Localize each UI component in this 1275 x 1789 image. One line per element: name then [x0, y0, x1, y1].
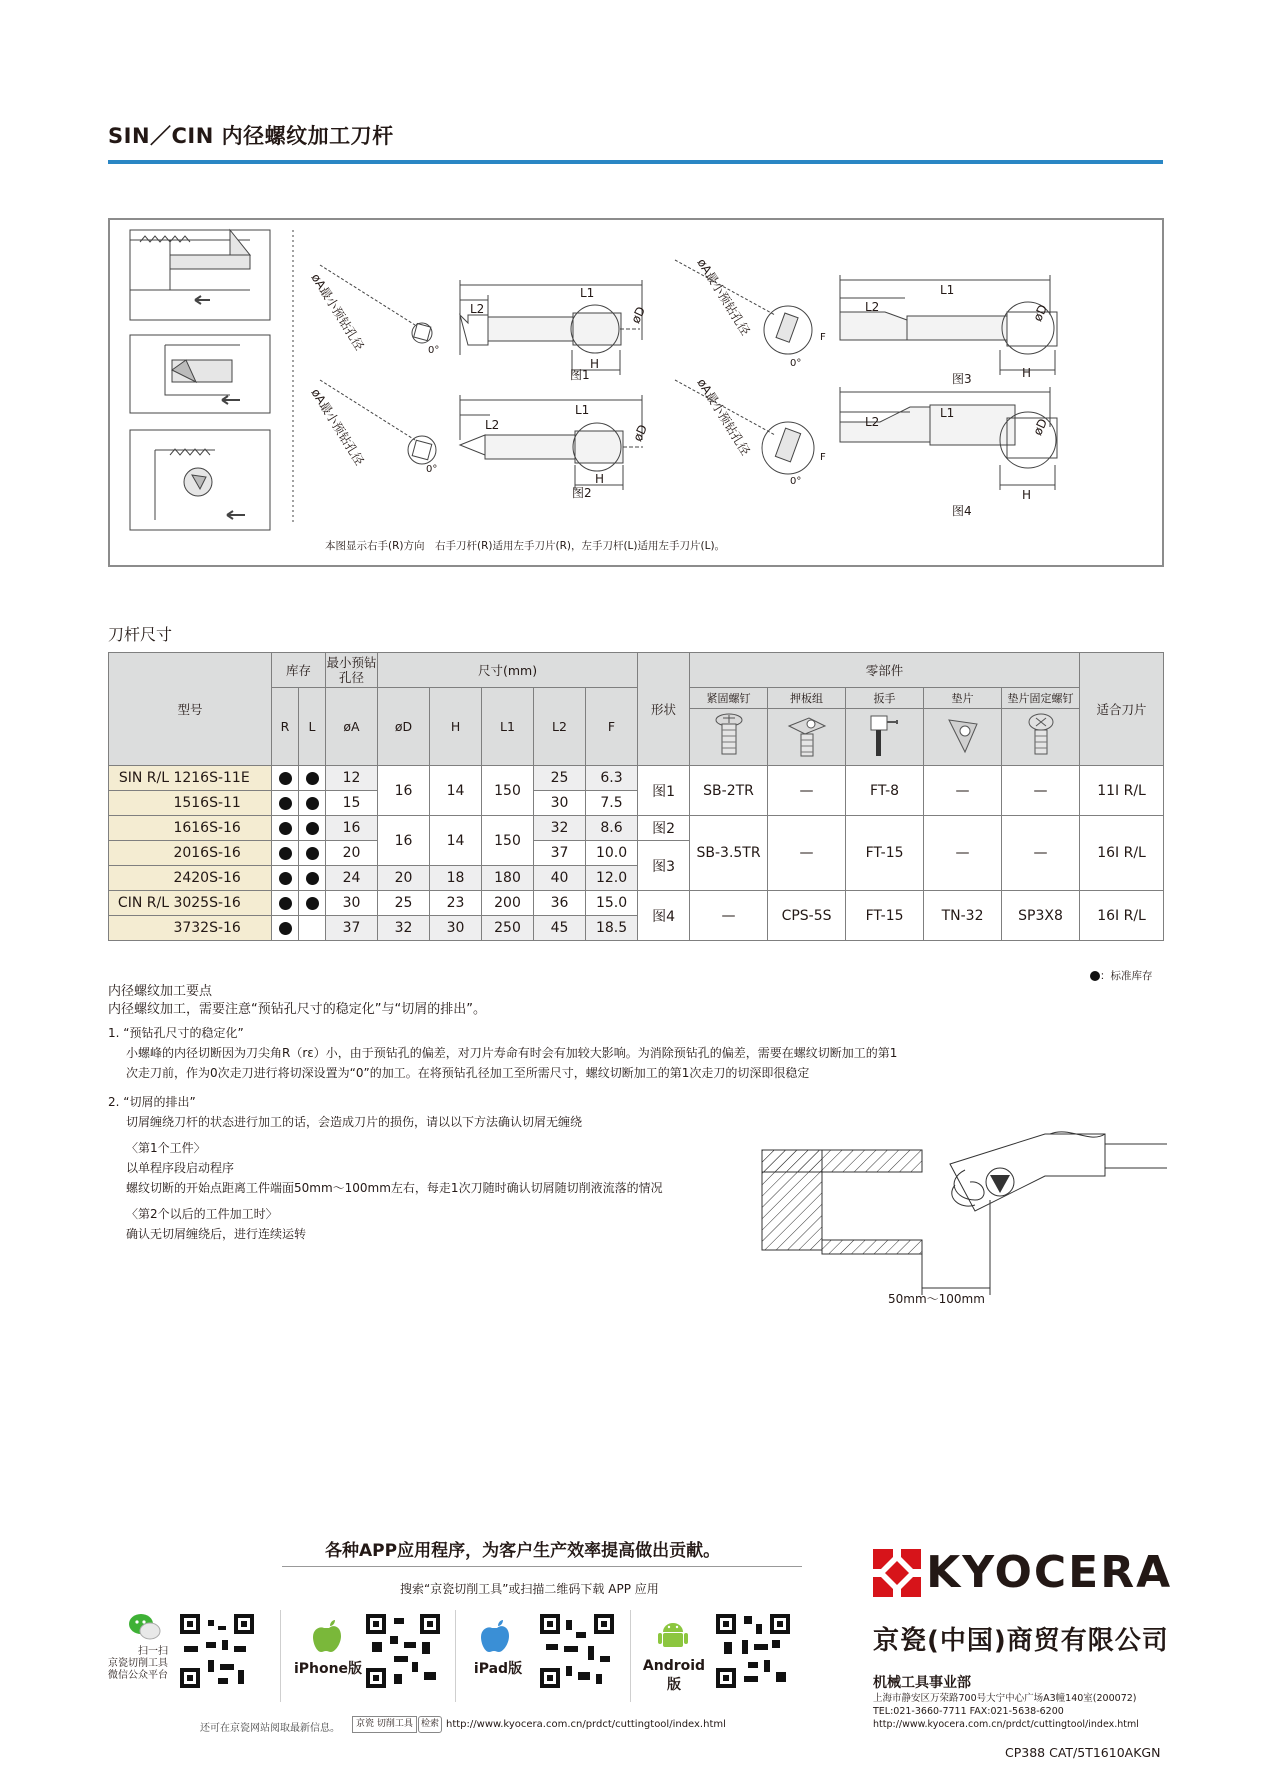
- stock-L: [299, 791, 326, 816]
- stock-R: [272, 891, 299, 916]
- cell-D: 16: [378, 766, 430, 816]
- cell-L2: 30: [534, 791, 586, 816]
- cell-L1: 250: [482, 916, 534, 941]
- cell-L1: 200: [482, 891, 534, 916]
- th-insert: 适合刀片: [1080, 653, 1164, 766]
- cell-insert: 16I R/L: [1080, 891, 1164, 941]
- department: 机械工具事业部: [873, 1675, 971, 1691]
- cell-L1: 150: [482, 766, 534, 816]
- cell-screw: SB-2TR: [690, 766, 768, 816]
- dim-D-2: øD: [630, 422, 651, 444]
- dim-L1-4: L1: [940, 406, 955, 420]
- model-no: 1216S-11E: [173, 770, 250, 786]
- stock-L: [299, 766, 326, 791]
- address-block: [873, 1692, 1139, 1731]
- cell-F: 8.6: [586, 816, 638, 841]
- screw-icon: [690, 709, 768, 766]
- cell-shim-screw: —: [1002, 766, 1080, 816]
- dim-H-3: H: [1022, 366, 1032, 380]
- phone-line: TEL:021-3660-7711 FAX:021-5638-6200: [873, 1706, 1064, 1717]
- dim-A: øA最小预钻孔径: [308, 271, 367, 353]
- dim-F-4: F: [820, 452, 826, 463]
- wechat-label: 扫一扫 京瓷切削工具 微信公众平台: [108, 1646, 168, 1681]
- model-cell: [109, 841, 272, 866]
- note1-title: 1. “预钻孔尺寸的稳定化”: [108, 1026, 244, 1040]
- th-L2: L2: [534, 688, 586, 766]
- page-title: SIN／CIN 内径螺纹加工刀杆: [108, 124, 394, 148]
- dim-L1: L1: [580, 286, 595, 300]
- iphone-qr-code[interactable]: [364, 1612, 442, 1690]
- model-no: 1616S-16: [173, 820, 241, 836]
- th-D: øD: [378, 688, 430, 766]
- shim-screw-icon: [1002, 709, 1080, 766]
- holder-diagrams: [110, 220, 1162, 565]
- web-url[interactable]: http://www.kyocera.com.cn/prdct/cuttingtool/index.html: [446, 1719, 726, 1730]
- dim-L2-3: L2: [865, 300, 880, 314]
- dim-D-4: øD: [1030, 416, 1051, 438]
- note2-sub2: 〈第2个以后的工件加工时〉: [126, 1207, 278, 1221]
- model-group-sin: SIN R/L: [118, 770, 169, 786]
- cell-F: 10.0: [586, 841, 638, 866]
- note1-line1: 小螺峰的内径切断因为刀尖角R（rε）小，由于预钻孔的偏差，对刀片寿命有时会有加较大影响。为消除预钻孔的偏差，需要在螺纹切断加工的第1: [126, 1046, 898, 1060]
- model-cell: [109, 791, 272, 816]
- notes-heading: 内径螺纹加工要点: [108, 984, 213, 999]
- dim-L1-2: L1: [575, 403, 590, 417]
- ipad-qr-code[interactable]: [538, 1612, 616, 1690]
- cell-D: 25: [378, 891, 430, 916]
- wechat-icon[interactable]: [128, 1612, 158, 1640]
- cell-wrench: FT-15: [846, 816, 924, 891]
- note2-title: 2. “切屑的排出”: [108, 1095, 196, 1109]
- cell-shape: 图1: [638, 766, 690, 816]
- model-cell: [109, 891, 272, 916]
- web-search-button[interactable]: 检索: [418, 1716, 442, 1733]
- stock-L: [299, 816, 326, 841]
- wechat-qr-code[interactable]: [178, 1612, 256, 1690]
- cell-insert: 11I R/L: [1080, 766, 1164, 816]
- web-search-box[interactable]: 京瓷 切削工具: [352, 1716, 417, 1733]
- footer-separator: [455, 1610, 456, 1702]
- cell-D: 20: [378, 866, 430, 891]
- th-L1: L1: [482, 688, 534, 766]
- cell-H: 14: [430, 816, 482, 866]
- dim-L2-4: L2: [865, 415, 880, 429]
- th-F: F: [586, 688, 638, 766]
- dim-L2-2: L2: [485, 418, 500, 432]
- cell-H: 14: [430, 766, 482, 816]
- dim-A-3: øA最小预钻孔径: [694, 256, 753, 338]
- model-no: 2420S-16: [173, 870, 241, 886]
- dim-F-3: F: [820, 332, 826, 343]
- wrench-icon: [846, 709, 924, 766]
- cell-H: 18: [430, 866, 482, 891]
- stock-legend: [1090, 968, 1153, 983]
- model-cell: [109, 916, 272, 941]
- cell-A: 30: [326, 891, 378, 916]
- footer-rule: [282, 1566, 802, 1567]
- web-note: 还可在京瓷网站阅取最新信息。: [200, 1723, 340, 1734]
- cell-L1: 180: [482, 866, 534, 891]
- cell-clamp: —: [768, 766, 846, 816]
- footer-separator: [280, 1610, 281, 1702]
- cell-shim-screw: SP3X8: [1002, 891, 1080, 941]
- angle-1: 0°: [428, 345, 440, 356]
- url-line: http://www.kyocera.com.cn/prdct/cuttingtool/index.html: [873, 1719, 1139, 1730]
- th-parts: 零部件: [690, 653, 1080, 688]
- cell-F: 18.5: [586, 916, 638, 941]
- cell-F: 15.0: [586, 891, 638, 916]
- address-line: 上海市静安区万荣路700号大宁中心广场A3幢140室(200072): [873, 1693, 1137, 1704]
- stock-L: [299, 866, 326, 891]
- spec-table: [108, 652, 1164, 941]
- cell-A: 12: [326, 766, 378, 791]
- dim-D: øD: [628, 304, 649, 326]
- chip-distance: 50mm～100mm: [888, 1292, 985, 1306]
- chip-diagram: [760, 1130, 1170, 1300]
- fig3-label: 图3: [952, 372, 972, 386]
- th-screw: 紧固螺钉: [690, 688, 768, 709]
- cell-shim: —: [924, 766, 1002, 816]
- th-H: H: [430, 688, 482, 766]
- section-title: 刀杆尺寸: [108, 625, 173, 644]
- android-label: Android版: [642, 1658, 706, 1693]
- apple-ipad-icon: [480, 1618, 514, 1658]
- cell-A: 24: [326, 866, 378, 891]
- model-no: 2016S-16: [173, 845, 241, 861]
- cell-F: 6.3: [586, 766, 638, 791]
- th-A: øA: [326, 688, 378, 766]
- note2-sub1a: 以单程序段启动程序: [126, 1161, 235, 1175]
- dim-H: H: [590, 357, 600, 371]
- model-group-cin: CIN R/L: [117, 895, 169, 911]
- kyocera-logo: [873, 1547, 1172, 1598]
- stock-R: [272, 841, 299, 866]
- android-qr-code[interactable]: [714, 1612, 792, 1690]
- fig4-label: 图4: [952, 504, 972, 518]
- company-name: 京瓷(中国)商贸有限公司: [873, 1626, 1169, 1656]
- hand-note: 本图显示右手(R)方向 右手刀杆(R)适用左手刀片(R)，左手刀杆(L)适用左手刀片(L)。: [325, 540, 726, 552]
- stock-L: [299, 841, 326, 866]
- cell-L2: 45: [534, 916, 586, 941]
- cell-shim: —: [924, 816, 1002, 891]
- cell-F: 7.5: [586, 791, 638, 816]
- stock-R: [272, 766, 299, 791]
- cell-screw: SB-3.5TR: [690, 816, 768, 891]
- model-no: 1516S-11: [173, 795, 241, 811]
- model-no: 3025S-16: [173, 895, 241, 911]
- shim-icon: [924, 709, 1002, 766]
- cell-insert: 16I R/L: [1080, 816, 1164, 891]
- cell-D: 32: [378, 916, 430, 941]
- th-clamp: 押板组: [768, 688, 846, 709]
- iphone-label: iPhone版: [293, 1661, 363, 1677]
- dim-H-4: H: [1022, 488, 1032, 502]
- table-row: [109, 891, 1164, 916]
- cell-wrench: FT-15: [846, 891, 924, 941]
- angle-2: 0°: [426, 464, 438, 475]
- cell-shim: TN-32: [924, 891, 1002, 941]
- angle-3: 0°: [790, 358, 802, 369]
- footer-separator: [630, 1610, 631, 1702]
- fig2-label: 图2: [572, 486, 592, 500]
- app-search-hint: 搜索“京瓷切削工具”或扫描二维码下载 APP 应用: [400, 1582, 659, 1596]
- figure-panel: [108, 218, 1164, 567]
- cell-A: 37: [326, 916, 378, 941]
- stock-R: [272, 816, 299, 841]
- model-cell: [109, 866, 272, 891]
- cell-H: 23: [430, 891, 482, 916]
- model-cell: [109, 766, 272, 791]
- cell-wrench: FT-8: [846, 766, 924, 816]
- note2-sub1b: 螺纹切断的开始点距离工件端面50mm～100mm左右，每走1次刀随时确认切屑随切削液流落的情况: [126, 1181, 663, 1195]
- title-rule: [108, 160, 1163, 164]
- th-shim: 垫片: [924, 688, 1002, 709]
- kyocera-wordmark: KYOCERA: [926, 1547, 1173, 1598]
- fig1-label: 图1: [570, 368, 590, 382]
- dim-A-4: øA最小预钻孔径: [694, 376, 753, 458]
- th-model: 型号: [109, 653, 272, 766]
- cell-shape: 图3: [638, 841, 690, 891]
- note1-line2: 次走刀前，作为0次走刀进行将切深设置为“0”的加工。在将预钻孔径加工至所需尺寸，螺纹切断加工的第1次走刀的切深即很稳定: [126, 1066, 810, 1080]
- cell-L2: 25: [534, 766, 586, 791]
- cell-shape: 图4: [638, 891, 690, 941]
- ipad-label: iPad版: [473, 1661, 523, 1677]
- dim-L2: L2: [470, 302, 485, 316]
- table-row: [109, 816, 1164, 841]
- dim-L1-3: L1: [940, 283, 955, 297]
- cell-shim-screw: —: [1002, 816, 1080, 891]
- cell-A: 16: [326, 816, 378, 841]
- stock-L: [299, 916, 326, 941]
- stock-R: [272, 916, 299, 941]
- th-dims: 尺寸(mm): [378, 653, 638, 688]
- stock-L: [299, 891, 326, 916]
- android-icon: [658, 1618, 688, 1656]
- dim-H-2: H: [595, 472, 605, 486]
- th-R: R: [272, 688, 299, 766]
- note2-line1: 切屑缠绕刀杆的状态进行加工的话，会造成刀片的损伤，请以以下方法确认切屑无缠绕: [126, 1115, 583, 1129]
- dim-A-2: øA最小预钻孔径: [308, 386, 367, 468]
- model-cell: [109, 816, 272, 841]
- stock-R: [272, 791, 299, 816]
- cell-shape: 图2: [638, 816, 690, 841]
- app-title: 各种APP应用程序，为客户生产效率提高做出贡献。: [325, 1541, 721, 1561]
- catalog-code: CP388 CAT/5T1610AKGN: [1005, 1745, 1161, 1760]
- cell-L2: 36: [534, 891, 586, 916]
- th-L: L: [299, 688, 326, 766]
- notes-intro: 内径螺纹加工，需要注意“预钻孔尺寸的稳定化”与“切屑的排出”。: [108, 1002, 486, 1017]
- legend-text: ：标准库存: [1100, 970, 1153, 982]
- angle-4: 0°: [790, 476, 802, 487]
- cell-clamp: —: [768, 816, 846, 891]
- th-wrench: 扳手: [846, 688, 924, 709]
- cell-L1: 150: [482, 816, 534, 866]
- model-no: 3732S-16: [173, 920, 241, 936]
- note2-sub1: 〈第1个工件〉: [126, 1141, 206, 1155]
- th-shape: 形状: [638, 653, 690, 766]
- th-stock: 库存: [272, 653, 326, 688]
- dim-D-3: øD: [1030, 302, 1051, 324]
- cell-A: 20: [326, 841, 378, 866]
- note2-sub2a: 确认无切屑缠绕后，进行连续运转: [126, 1227, 307, 1241]
- cell-screw: —: [690, 891, 768, 941]
- cell-L2: 32: [534, 816, 586, 841]
- cell-H: 30: [430, 916, 482, 941]
- cell-clamp: CPS-5S: [768, 891, 846, 941]
- apple-iphone-icon: [312, 1618, 346, 1658]
- cell-A: 15: [326, 791, 378, 816]
- table-row: [109, 766, 1164, 791]
- stock-R: [272, 866, 299, 891]
- cell-D: 16: [378, 816, 430, 866]
- th-shim-screw: 垫片固定螺钉: [1002, 688, 1080, 709]
- cell-L2: 40: [534, 866, 586, 891]
- clamp-icon: [768, 709, 846, 766]
- cell-F: 12.0: [586, 866, 638, 891]
- cell-L2: 37: [534, 841, 586, 866]
- th-min-hole: 最小预钻孔径: [326, 653, 378, 688]
